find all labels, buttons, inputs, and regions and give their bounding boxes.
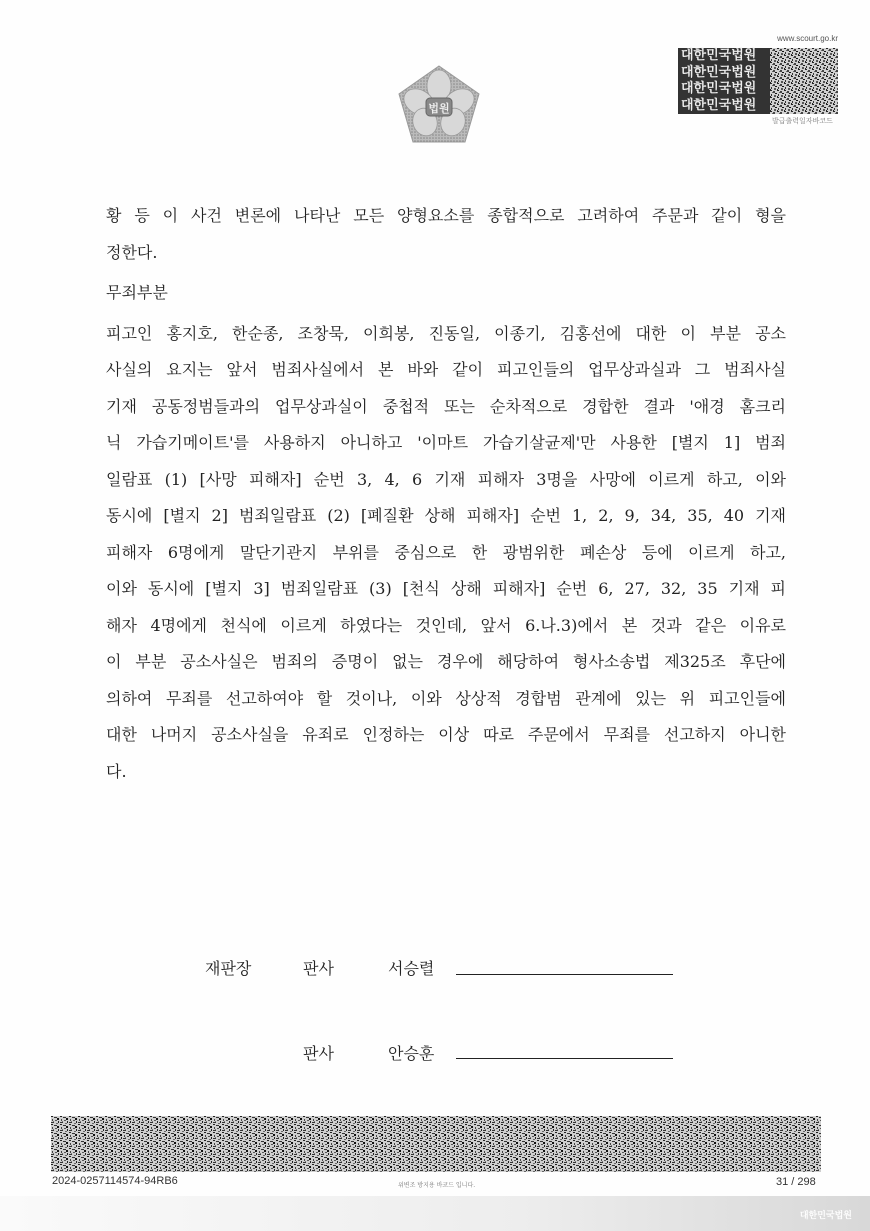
footer-court-name: 대한민국법원 — [799, 1211, 852, 1221]
body-line: 이와 동시에 [별지 3] 범죄일람표 (3) [천식 상해 피해자] 순번 6, 27, 32, 35 기재 피 — [106, 579, 786, 598]
court-name-line: 대한민국법원 — [681, 48, 757, 63]
judge-name: 서승렬 — [388, 959, 435, 978]
body-line: 닉 가습기메이트'를 사용하지 아니하고 '이마트 가습기살균제'만 사용한 [별지 1] 범죄 — [106, 433, 786, 452]
court-name-line: 대한민국법원 — [681, 97, 757, 113]
body-line: 피해자 6명에게 말단기관지 부위를 중심으로 한 광범위한 폐손상 등에 이르게 하고, — [106, 542, 786, 562]
document-id: 2024-0257114574-94RB6 — [52, 1175, 178, 1187]
signature-line — [456, 1058, 673, 1059]
court-name-line: 대한민국법원 — [681, 81, 757, 96]
court-name-stamp — [678, 48, 770, 114]
seal-text: 법원 — [428, 102, 450, 115]
page-number: 31 / 298 — [776, 1176, 816, 1188]
footer-2d-barcode — [51, 1116, 821, 1172]
body-line: 의하여 무죄를 선고하여야 할 것이나, 이와 상상적 경합범 관계에 있는 위 피고인들에 — [106, 688, 786, 708]
judgment-body — [106, 198, 786, 790]
judge-name: 안승훈 — [388, 1044, 435, 1063]
body-line: 황 등 이 사건 변론에 나타난 모든 양형요소를 종합적으로 고려하여 주문과 같이 형을 — [106, 206, 786, 225]
signature-line — [456, 974, 673, 975]
presiding-judge-title: 재판장 — [205, 959, 252, 978]
body-line: 피고인 홍지호, 한순종, 조창묵, 이희봉, 진동일, 이종기, 김홍선에 대한 이 부분 공소 — [106, 323, 786, 343]
header-barcode-caption: 발급출력일자바코드 — [772, 117, 833, 125]
body-line: 대한 나머지 공소사실을 유죄로 인정하는 이상 따로 주문에서 무죄를 선고하지 아니한 — [106, 725, 786, 744]
court-seal-emblem — [393, 62, 485, 150]
body-line: 이 부분 공소사실은 범죄의 증명이 없는 경우에 해당하여 형사소송법 제325조 후단에 — [106, 652, 786, 671]
header-2d-barcode — [770, 48, 838, 114]
body-line: 기재 공동정범들과의 업무상과실이 중첩적 또는 순차적으로 경합한 결과 '애경 홈크리 — [106, 396, 786, 416]
court-url: www.scourt.go.kr — [777, 34, 838, 43]
section-heading: 무죄부분 — [106, 283, 168, 302]
barcode-caption: 위변조 방지용 바코드 입니다. — [398, 1182, 476, 1189]
footer-band — [0, 1196, 870, 1231]
judge-title: 판사 — [303, 1044, 334, 1063]
body-line: 해자 4명에게 천식에 이르게 하였다는 것인데, 앞서 6.나.3)에서 본 것과 같은 이유로 — [106, 615, 786, 635]
court-name-line: 대한민국법원 — [681, 64, 757, 80]
body-line: 사실의 요지는 앞서 범죄사실에서 본 바와 같이 피고인들의 업무상과실과 그 범죄사실 — [106, 360, 786, 379]
body-line: 동시에 [별지 2] 범죄일람표 (2) [폐질환 상해 피해자] 순번 1, 2, 9, 34, 35, 40 기재 — [106, 506, 786, 525]
body-line: 다. — [106, 761, 127, 781]
body-line: 일람표 (1) [사망 피해자] 순번 3, 4, 6 기재 피해자 3명을 사망에 이르게 하고, 이와 — [106, 469, 786, 489]
judge-title: 판사 — [303, 959, 334, 978]
body-line: 정한다. — [106, 242, 158, 262]
